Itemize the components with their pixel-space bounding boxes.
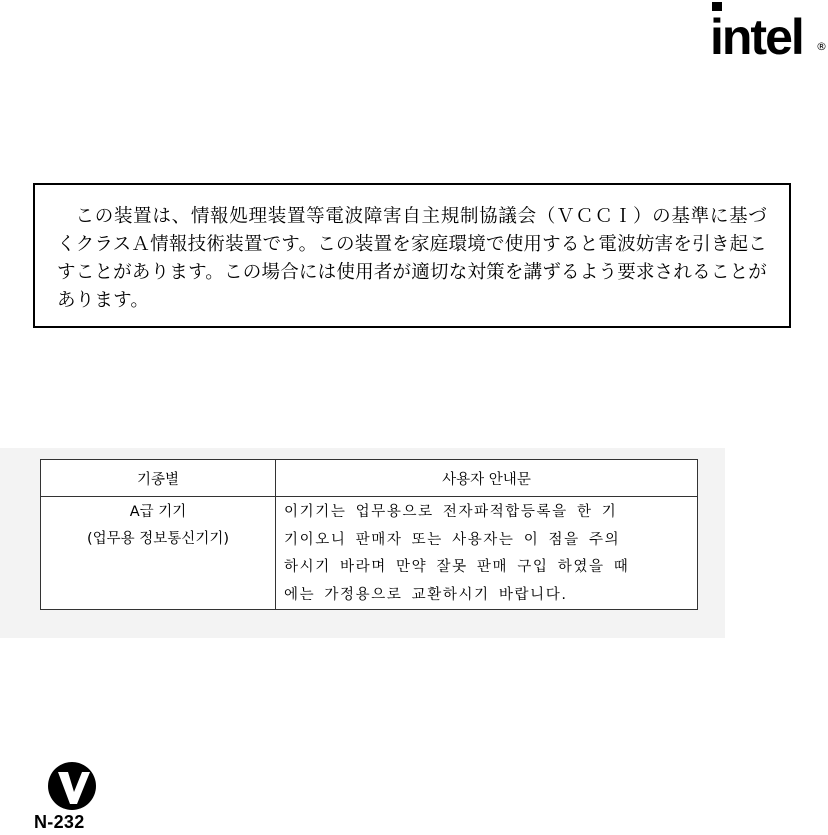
device-class-line: A급 기기 (129, 504, 187, 520)
table-header-row (41, 460, 698, 497)
guide-line: 에는 가정용으로 교환하시기 바랍니다. (284, 586, 568, 603)
guide-line: 이기기는 업무용으로 전자파적합등록을 한 기 (284, 504, 618, 520)
korean-notice-table (40, 459, 698, 610)
intel-logo (708, 0, 828, 62)
vcci-notice-box (33, 183, 791, 328)
guide-line: 하시기 바라며 만약 잘못 판매 구입 하였을 때 (284, 559, 630, 575)
device-class-line: (업무용 정보통신기기) (87, 531, 229, 547)
header-user-guide: 사용자 안내문 (276, 460, 698, 497)
device-class-cell (41, 497, 276, 610)
vcci-notice-text: この装置は、情報処理装置等電波障害自主規制協議会（ＶＣＣＩ）の基準に基づくクラスＡ情報技術装置です。この装置を家庭環境で使用すると電波妨害を引き起こすことがあります。この場合には使用者が適切な対策を講ずるよう要求されることがあります。 (57, 206, 767, 311)
guide-line: 기이오니 판매자 또는 사용자는 이 점을 주의 (284, 531, 621, 548)
logo-text: intel (710, 9, 803, 62)
header-device-class: 기종별 (41, 460, 276, 497)
table-row (41, 497, 698, 610)
user-guide-cell (276, 497, 698, 610)
logo-registered-mark: ® (816, 40, 827, 53)
compliance-label: N-232 (34, 812, 85, 832)
